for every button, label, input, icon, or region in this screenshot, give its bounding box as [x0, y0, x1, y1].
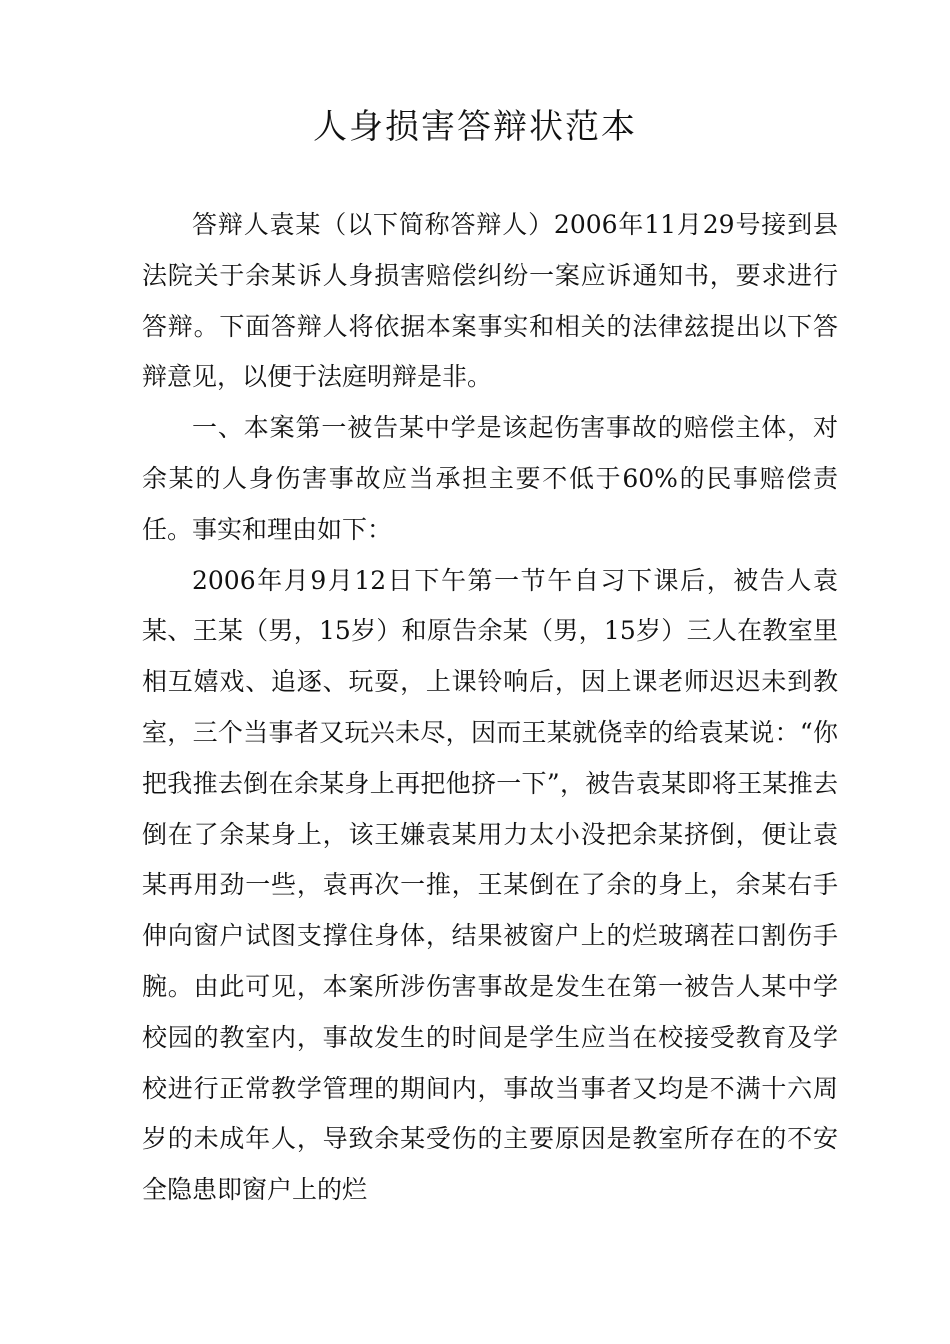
paragraph-facts: 2006年月9月12日下午第一节午自习下课后，被告人袁某、王某（男，15岁）和原告余某（男，15岁）三人在教室里相互嬉戏、追逐、玩耍，上课铃响后，因上课老师迟迟未到教室，三个当事者又玩兴未尽，因而王某就侥幸的给袁某说：“你把我推去倒在余某身上再把他挤一下”，被告袁某即将王某推去倒在了余某身上，该王嫌袁某用力太小没把余某挤倒，便让袁某再用劲一些，袁再次一推，王某倒在了余的身上，余某右手伸向窗户试图支撑住身体，结果被窗户上的烂玻璃茬口割伤手腕。由此可见，本案所涉伤害事故是发生在第一被告人某中学校园的教室内，事故发生的时间是学生应当在校接受教育及学校进行正常教学管理的期间内，事故当事者又均是不满十六周岁的未成年人，导致余某受伤的主要原因是教室所存在的不安全隐患即窗户上的烂 [142, 565, 838, 1205]
document-title: 人身损害答辩状范本 [313, 107, 637, 147]
document-body [142, 200, 838, 1216]
paragraph-point-one: 一、本案第一被告某中学是该起伤害事故的赔偿主体，对余某的人身伤害事故应当承担主要不低于60%的民事赔偿责任。事实和理由如下： [142, 413, 838, 544]
paragraph-intro: 答辩人袁某（以下简称答辩人）2006年11月29号接到县法院关于余某诉人身损害赔偿纠纷一案应诉通知书，要求进行答辩。下面答辩人将依据本案事实和相关的法律玆提出以下答辩意见，以便于法庭明辩是非。 [142, 210, 838, 392]
